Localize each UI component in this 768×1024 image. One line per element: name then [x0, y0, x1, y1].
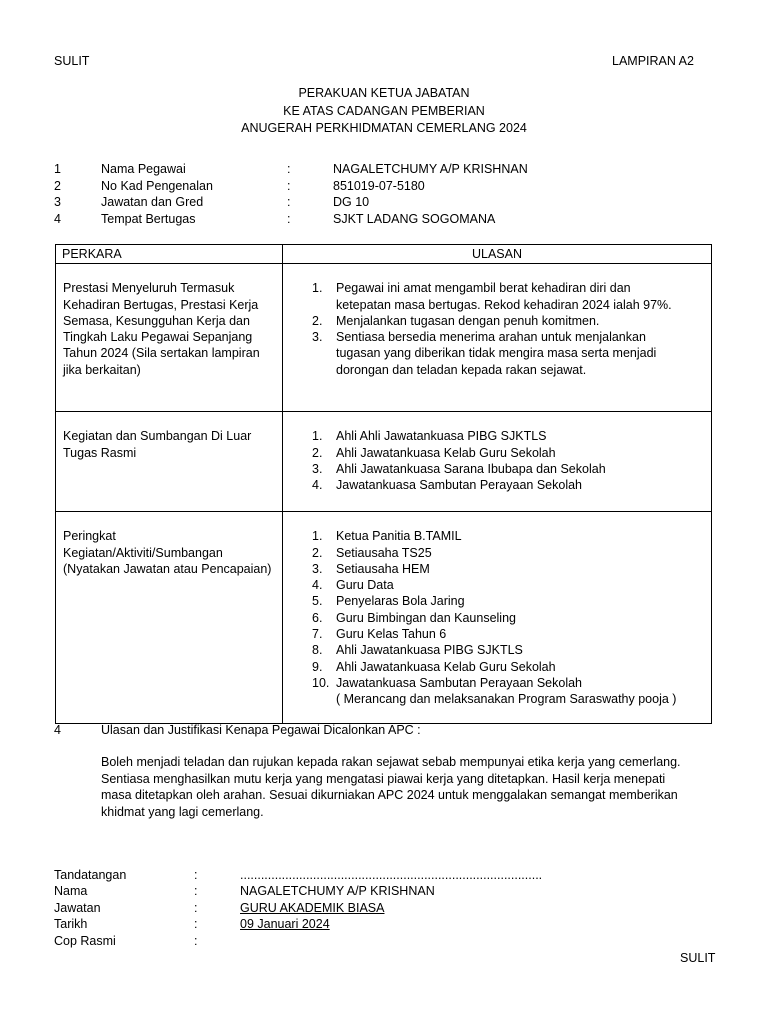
item-number: 1.	[312, 429, 323, 444]
item-text-line: ( Merancang dan melaksanakan Program Saraswathy pooja )	[336, 692, 677, 707]
signature-value: NAGALETCHUMY A/P KRISHNAN	[240, 884, 435, 898]
info-row-ic	[54, 179, 714, 195]
ulasan-item	[312, 610, 703, 626]
table-header-row	[56, 245, 712, 264]
ulasan-item	[312, 675, 703, 708]
info-value: 851019-07-5180	[333, 179, 425, 193]
ulasan-item	[312, 477, 703, 493]
table-row	[56, 512, 712, 724]
signature-row-nama	[54, 884, 574, 900]
column-header-ulasan: ULASAN	[283, 245, 712, 264]
justification-paragraph	[101, 754, 721, 820]
item-text-line: Setiausaha HEM	[336, 561, 430, 576]
info-value: NAGALETCHUMY A/P KRISHNAN	[333, 162, 528, 176]
item-text-line: Ahli Jawatankuasa Sarana Ibubapa dan Sekolah	[336, 461, 606, 476]
section-4-number: 4	[54, 723, 61, 737]
item-text-line: Guru Bimbingan dan Kaunseling	[336, 610, 516, 625]
info-number: 1	[54, 162, 61, 176]
item-text-line: Ketua Panitia B.TAMIL	[336, 529, 462, 544]
section-4-title: Ulasan dan Justifikasi Kenapa Pegawai Dicalonkan APC :	[101, 723, 421, 737]
column-header-perkara: PERKARA	[56, 245, 283, 264]
ulasan-item	[312, 659, 703, 675]
item-number: 6.	[312, 610, 323, 625]
assessment-table	[55, 244, 712, 724]
info-row-workplace	[54, 212, 714, 228]
signature-colon: :	[194, 917, 198, 931]
info-colon: :	[287, 212, 291, 226]
item-text-line: tugasan yang diberikan tidak mengira masa serta menjadi	[336, 346, 657, 361]
signature-colon: :	[194, 901, 198, 915]
signature-colon: :	[194, 884, 198, 898]
paragraph-line: Sentiasa menghasilkan mutu kerja yang mengatasi piawai kerja yang ditetapkan. Hasil kerja menepati	[101, 771, 666, 786]
ulasan-item	[312, 445, 703, 461]
table-row	[56, 412, 712, 512]
info-number: 4	[54, 212, 61, 226]
info-value: SJKT LADANG SOGOMANA	[333, 212, 496, 226]
signature-value: 09 Januari 2024	[240, 917, 330, 931]
item-text-line: Guru Data	[336, 578, 394, 593]
item-text-line: Penyelaras Bola Jaring	[336, 594, 465, 609]
ulasan-list	[312, 528, 703, 707]
ulasan-item	[312, 280, 703, 313]
document-title-line-3: ANUGERAH PERKHIDMATAN CEMERLANG 2024	[241, 121, 527, 135]
ulasan-cell	[283, 412, 712, 512]
signature-label: Nama	[54, 884, 88, 898]
item-number: 3.	[312, 561, 323, 576]
ulasan-cell	[283, 512, 712, 724]
document-title-line-2: KE ATAS CADANGAN PEMBERIAN	[283, 104, 485, 118]
info-row-grade	[54, 195, 714, 211]
signature-value: GURU AKADEMIK BIASA	[240, 901, 385, 915]
info-colon: :	[287, 179, 291, 193]
ulasan-item	[312, 428, 703, 444]
item-number: 10.	[312, 675, 330, 690]
table-row	[56, 264, 712, 412]
item-text-line: Ahli Ahli Jawatankuasa PIBG SJKTLS	[336, 429, 547, 444]
perkara-cell: Kegiatan dan Sumbangan Di Luar Tugas Rasmi	[56, 412, 283, 512]
item-text-line: Pegawai ini amat mengambil berat kehadiran diri dan	[336, 281, 631, 296]
item-number: 2.	[312, 313, 323, 328]
signature-label: Tarikh	[54, 917, 88, 931]
header-classification: SULIT	[54, 54, 90, 68]
item-text-line: Sentiasa bersedia menerima arahan untuk menjalankan	[336, 330, 646, 345]
info-colon: :	[287, 162, 291, 176]
item-number: 1.	[312, 281, 323, 296]
ulasan-list	[312, 428, 703, 493]
info-label: Jawatan dan Gred	[101, 195, 204, 209]
paragraph-line: masa ditetapkan oleh arahan. Sesuai dikurniakan APC 2024 untuk menggalakan semangat memberikan	[101, 788, 678, 802]
ulasan-item	[312, 577, 703, 593]
item-number: 8.	[312, 643, 323, 658]
item-text-line: Guru Kelas Tahun 6	[336, 627, 447, 642]
ulasan-item	[312, 561, 703, 577]
info-value: DG 10	[333, 195, 370, 209]
item-number: 7.	[312, 627, 323, 642]
signature-row-cop-rasmi	[54, 934, 574, 950]
footer-classification: SULIT	[680, 951, 716, 965]
signature-label: Cop Rasmi	[54, 934, 116, 948]
signature-line: .......................................................................................	[240, 868, 543, 882]
perkara-cell: Prestasi Menyeluruh Termasuk Kehadiran Bertugas, Prestasi Kerja Semasa, Kesungguhan Kerja dan Tingkah Laku Pegawai Sepanjang Tahun 2024 (Sila sertakan lampiran jika berkaitan)	[56, 264, 283, 412]
item-text-line: Menjalankan tugasan dengan penuh komitmen.	[336, 313, 600, 328]
item-text-line: Jawatankuasa Sambutan Perayaan Sekolah	[336, 478, 582, 493]
info-label: Nama Pegawai	[101, 162, 186, 176]
paragraph-line: khidmat yang lagi cemerlang.	[101, 804, 264, 819]
item-number: 3.	[312, 330, 323, 345]
info-colon: :	[287, 195, 291, 209]
ulasan-item	[312, 329, 703, 378]
item-number: 9.	[312, 659, 323, 674]
signature-row-tarikh	[54, 917, 574, 933]
item-number: 1.	[312, 529, 323, 544]
info-label: No Kad Pengenalan	[101, 179, 213, 193]
signature-colon: :	[194, 934, 198, 948]
perkara-cell: Peringkat Kegiatan/Aktiviti/Sumbangan (Nyatakan Jawatan atau Pencapaian)	[56, 512, 283, 724]
item-number: 4.	[312, 578, 323, 593]
ulasan-item	[312, 313, 703, 329]
ulasan-item	[312, 642, 703, 658]
item-number: 2.	[312, 545, 323, 560]
item-text-line: ketepatan masa bertugas. Rekod kehadiran 2024 ialah 97%.	[336, 297, 672, 312]
document-title-line-1: PERAKUAN KETUA JABATAN	[298, 86, 470, 100]
ulasan-list	[312, 280, 703, 378]
item-text-line: Ahli Jawatankuasa Kelab Guru Sekolah	[336, 659, 556, 674]
item-number: 4.	[312, 478, 323, 493]
ulasan-item	[312, 593, 703, 609]
info-row-name	[54, 162, 714, 178]
signature-colon: :	[194, 868, 198, 882]
ulasan-item	[312, 528, 703, 544]
info-label: Tempat Bertugas	[101, 212, 196, 226]
ulasan-item	[312, 626, 703, 642]
item-text-line: Jawatankuasa Sambutan Perayaan Sekolah	[336, 675, 582, 690]
header-attachment-label: LAMPIRAN A2	[612, 54, 694, 68]
item-number: 3.	[312, 461, 323, 476]
signature-row-tandatangan	[54, 868, 574, 884]
item-text-line: Ahli Jawatankuasa Kelab Guru Sekolah	[336, 445, 556, 460]
ulasan-item	[312, 461, 703, 477]
ulasan-cell	[283, 264, 712, 412]
paragraph-line: Boleh menjadi teladan dan rujukan kepada rakan sejawat sebab mempunyai etika kerja yang cemerlang.	[101, 755, 681, 769]
info-number: 2	[54, 179, 61, 193]
item-number: 5.	[312, 594, 323, 609]
ulasan-item	[312, 545, 703, 561]
item-text-line: Ahli Jawatankuasa PIBG SJKTLS	[336, 643, 523, 658]
signature-label: Tandatangan	[54, 868, 127, 882]
signature-row-jawatan	[54, 901, 574, 917]
item-number: 2.	[312, 445, 323, 460]
signature-label: Jawatan	[54, 901, 101, 915]
item-text-line: dorongan dan teladan kepada rakan sejawat.	[336, 362, 587, 377]
item-text-line: Setiausaha TS25	[336, 545, 432, 560]
info-number: 3	[54, 195, 61, 209]
